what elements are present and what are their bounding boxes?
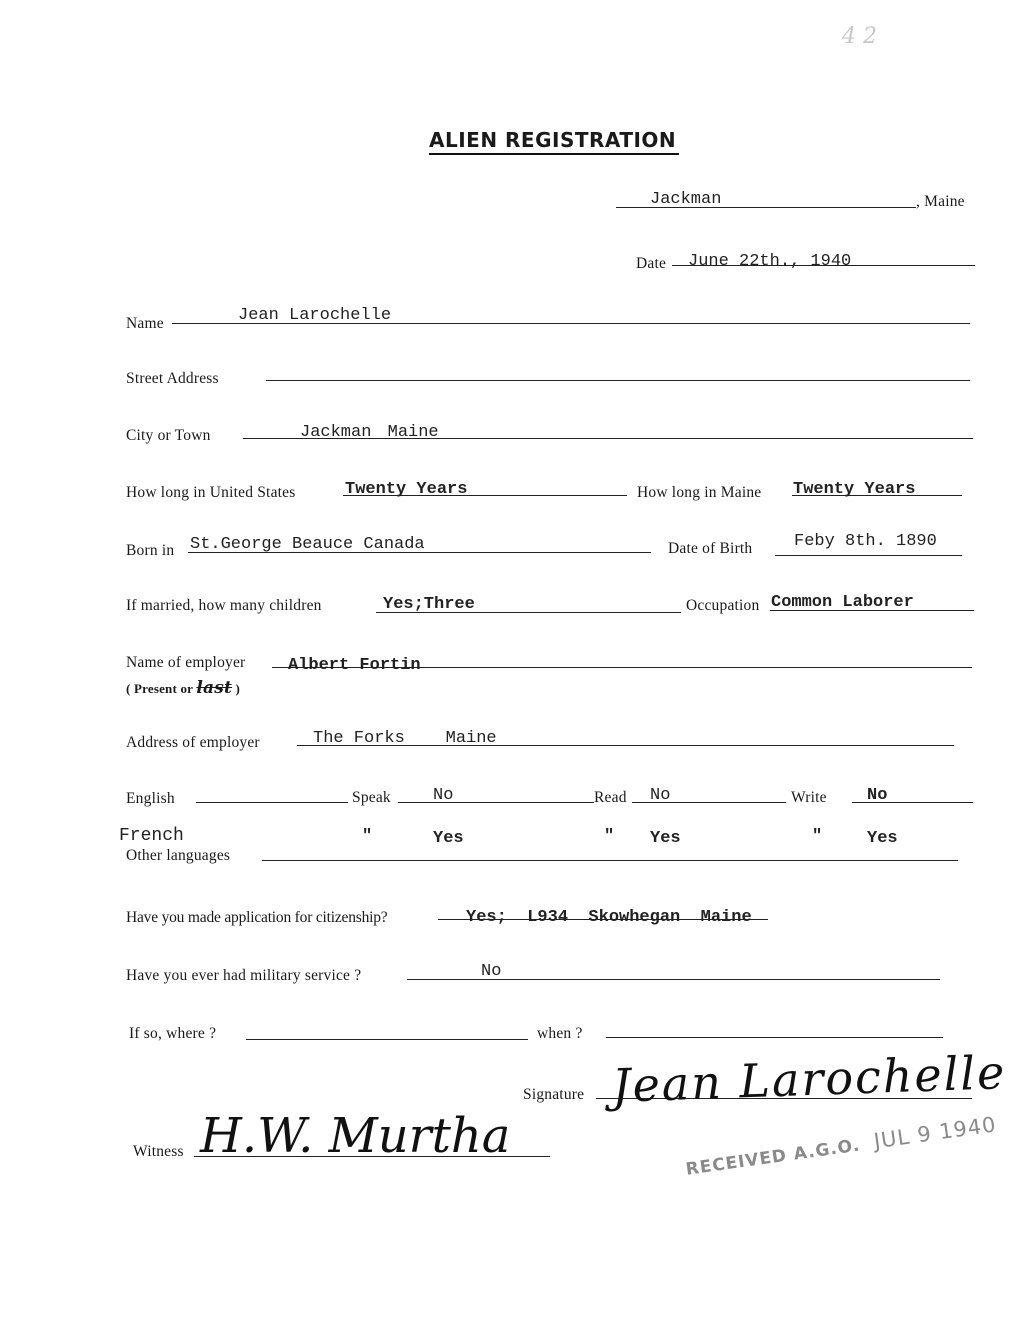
date-value: June 22th., 1940	[688, 252, 852, 271]
received-stamp	[684, 1112, 998, 1179]
street-label: Street Address	[126, 370, 219, 387]
date-label: Date	[636, 255, 667, 272]
when-line	[606, 1037, 943, 1038]
french-ditto-read: "	[604, 827, 615, 846]
signature-label: Signature	[523, 1086, 585, 1103]
corner-pencil-mark: 4 2	[842, 24, 877, 49]
english-write-value: No	[867, 786, 888, 805]
name-value: Jean Larochelle	[238, 306, 392, 325]
employer-address-label: Address of employer	[126, 734, 260, 751]
occupation-value: Common Laborer	[771, 593, 914, 612]
applicant-signature: Jean Larochelle	[611, 1045, 1008, 1113]
when-label: when ?	[537, 1025, 583, 1042]
town-value: Jackman	[650, 190, 722, 209]
french-label: French	[119, 826, 184, 846]
us-duration-label: How long in United States	[126, 484, 296, 501]
city-label: City or Town	[126, 427, 211, 444]
present-close: )	[235, 681, 241, 696]
street-line	[266, 380, 970, 381]
born-value: St.George Beauce Canada	[190, 535, 425, 554]
speak-line	[398, 802, 594, 803]
present-handwritten-mark: last	[196, 678, 233, 698]
name-label: Name	[126, 315, 164, 332]
citizenship-value: Yes; L934 Skowhegan Maine	[466, 908, 752, 927]
english-label: English	[126, 790, 175, 807]
employer-address-value: The Forks Maine	[313, 729, 497, 748]
read-label: Read	[594, 789, 627, 806]
occupation-label: Occupation	[686, 597, 760, 614]
where-line	[246, 1039, 528, 1040]
children-value: Yes;Three	[383, 595, 475, 614]
witness-signature: H.W. Murtha	[200, 1108, 511, 1164]
other-languages-label: Other languages	[126, 847, 231, 864]
military-value: No	[481, 962, 502, 981]
children-label: If married, how many children	[126, 597, 322, 614]
citizenship-label: Have you made application for citizenship?	[126, 909, 388, 926]
maine-duration-label: How long in Maine	[637, 484, 762, 501]
form-title: ALIEN REGISTRATION	[429, 128, 677, 152]
french-write-value: Yes	[867, 829, 898, 848]
write-label: Write	[791, 789, 827, 806]
state-label: , Maine	[916, 193, 965, 210]
english-read-value: No	[650, 786, 671, 805]
dob-line	[775, 555, 962, 556]
dob-label: Date of Birth	[668, 540, 753, 557]
present-label: ( Present or	[126, 681, 193, 696]
other-languages-line	[262, 860, 958, 861]
french-ditto-speak: "	[362, 827, 373, 846]
french-read-value: Yes	[650, 829, 681, 848]
witness-label: Witness	[133, 1143, 184, 1160]
city-value: Jackman Maine	[300, 423, 439, 442]
french-ditto-write: "	[812, 827, 823, 846]
maine-duration-value: Twenty Years	[793, 480, 916, 499]
present-or-last-label	[126, 678, 240, 698]
where-label: If so, where ?	[129, 1025, 217, 1042]
born-label: Born in	[126, 542, 175, 559]
us-duration-value: Twenty Years	[345, 480, 468, 499]
employer-value: Albert Fortin	[288, 656, 421, 675]
french-speak-value: Yes	[433, 829, 464, 848]
received-stamp-text: RECEIVED A.G.O.	[684, 1135, 862, 1180]
received-stamp-date: JUL 9 1940	[872, 1112, 998, 1154]
title-underline	[429, 153, 679, 155]
military-label: Have you ever had military service ?	[126, 967, 362, 984]
english-line	[196, 802, 348, 803]
dob-value: Feby 8th. 1890	[794, 532, 937, 551]
employer-label: Name of employer	[126, 654, 246, 671]
speak-label: Speak	[352, 789, 391, 806]
english-speak-value: No	[433, 786, 454, 805]
